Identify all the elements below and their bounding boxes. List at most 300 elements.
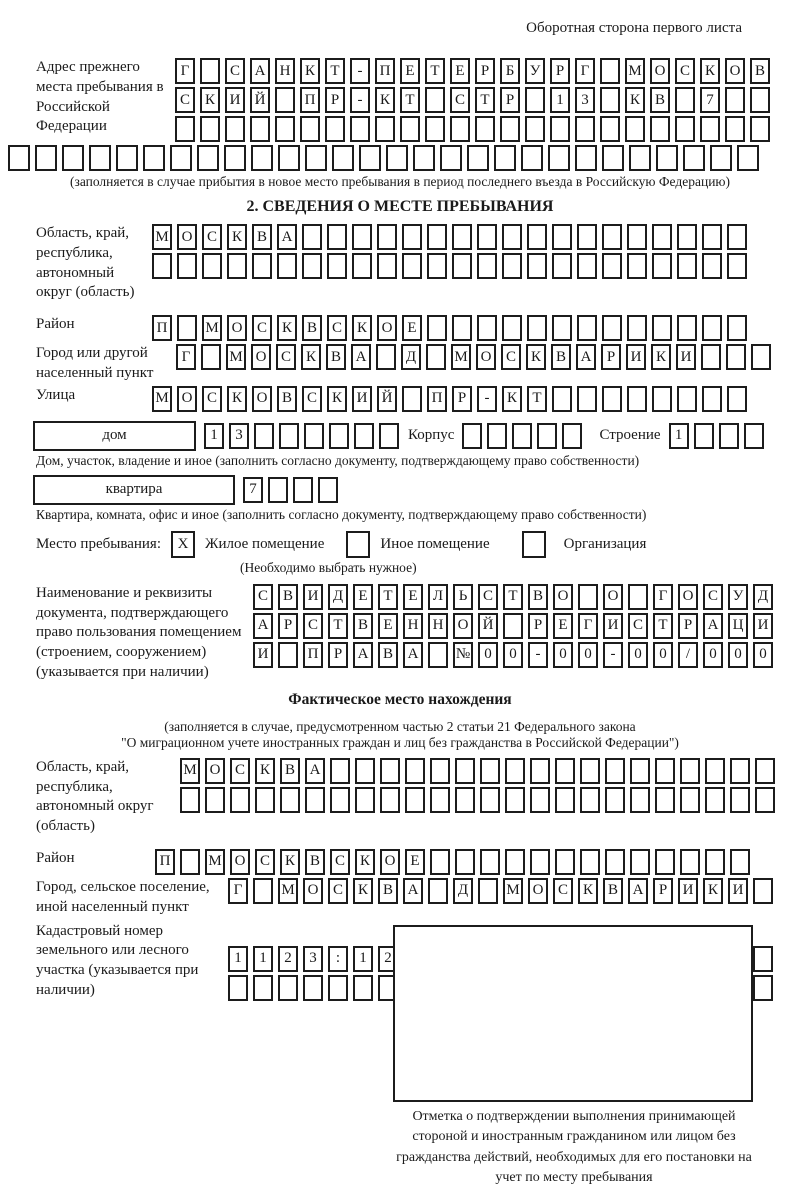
char-cell [35,145,57,171]
char-cell [702,224,722,250]
char-cell [730,849,750,875]
char-cell [455,758,475,784]
char-cell: С [303,613,323,639]
char-cell: С [225,58,245,84]
char-cell: 1 [228,946,248,972]
char-cell: Г [653,584,673,610]
char-cell: В [378,642,398,668]
char-cell [575,116,595,142]
char-cell: : [328,946,348,972]
char-cell: Т [425,58,445,84]
char-cell [225,116,245,142]
char-cell: Т [325,58,345,84]
char-cell: О [678,584,698,610]
char-cell [275,116,295,142]
char-cell [727,253,747,279]
char-cell: В [280,758,300,784]
char-cell [177,253,197,279]
char-cell: С [302,386,322,412]
char-cell [152,253,172,279]
char-cell [629,145,651,171]
option-other-premises-label: Иное помещение [380,535,490,552]
char-cell: С [253,584,273,610]
char-cell [700,116,720,142]
char-cell [750,116,770,142]
checkbox-residential: X [171,531,195,558]
char-cell [477,253,497,279]
char-cell [575,145,597,171]
char-cell [727,224,747,250]
char-cell [405,787,425,813]
char-cell: О [303,878,323,904]
char-cell: / [678,642,698,668]
char-cell [552,386,572,412]
char-cell [303,975,323,1001]
char-cell [430,787,450,813]
doc-rows [253,584,778,671]
fact-city-field [0,878,800,918]
char-cell [702,315,722,341]
char-cell [630,758,650,784]
char-cell [380,787,400,813]
char-cell [562,423,582,449]
char-cell: С [202,224,222,250]
prev-address-row-1 [175,58,775,84]
char-cell: Р [678,613,698,639]
fact-region-rows [180,758,780,816]
char-cell [580,758,600,784]
char-cell: К [227,386,247,412]
char-cell [377,253,397,279]
char-cell: Г [175,58,195,84]
char-cell: Н [403,613,423,639]
char-cell: К [277,315,297,341]
char-cell [677,386,697,412]
char-cell: Й [478,613,498,639]
char-cell: С [255,849,275,875]
char-cell [375,116,395,142]
char-cell [450,116,470,142]
char-cell: Е [402,315,422,341]
char-cell [275,87,295,113]
char-cell [89,145,111,171]
char-cell: Г [228,878,248,904]
char-cell [452,224,472,250]
char-cell [505,849,525,875]
char-cell: А [703,613,723,639]
char-cell: С [703,584,723,610]
char-cell [400,116,420,142]
char-cell: Д [401,344,421,370]
char-cell [477,315,497,341]
char-cell [525,87,545,113]
char-cell: Т [400,87,420,113]
char-cell [480,758,500,784]
fact-region-row-1 [180,758,780,784]
char-cell [655,849,675,875]
char-cell [727,315,747,341]
char-cell: Т [378,584,398,610]
doc-row-1 [253,584,778,610]
fact-district-field [0,849,800,878]
char-cell [440,145,462,171]
region-row-2 [152,253,752,279]
char-cell [652,315,672,341]
char-cell: О [476,344,496,370]
char-cell: С [501,344,521,370]
region-rows [152,224,752,282]
char-cell: С [252,315,272,341]
char-cell: С [328,878,348,904]
char-cell: О [553,584,573,610]
char-cell [175,116,195,142]
char-cell: Р [601,344,621,370]
char-cell [627,224,647,250]
char-cell: В [378,878,398,904]
char-cell [744,423,764,449]
char-cell: Д [328,584,348,610]
char-cell: Т [653,613,673,639]
char-cell: Н [428,613,448,639]
char-cell: О [177,224,197,250]
char-cell [605,849,625,875]
char-cell [302,224,322,250]
char-cell [180,849,200,875]
char-cell [293,477,313,503]
stroenie-label: Строение [599,427,661,444]
district-row [152,315,752,341]
char-cell: 2 [278,946,298,972]
house-cells [204,423,404,449]
char-cell: Г [578,613,598,639]
apartment-cells [243,477,343,503]
char-cell: Г [176,344,196,370]
option-residential-label: Жилое помещение [205,535,325,552]
form-back-page [0,20,800,1200]
char-cell [600,87,620,113]
char-cell: И [753,613,773,639]
street-label: Улица [36,386,76,403]
char-cell [702,386,722,412]
region-label: Область, край, республика, автономный округ (область) [36,225,135,301]
char-cell [251,145,273,171]
char-cell [427,315,447,341]
char-cell: С [553,878,573,904]
char-cell [530,849,550,875]
char-cell [253,975,273,1001]
char-cell [580,787,600,813]
actual-location-title: Фактическое место нахождения [288,690,512,708]
char-cell [705,758,725,784]
char-cell: П [427,386,447,412]
house-caption: Дом, участок, владение и иное (заполнить согласно документу, подтверждающему право собственности) [36,452,640,468]
char-cell: Ц [728,613,748,639]
char-cell: О [205,758,225,784]
char-cell [455,849,475,875]
char-cell: А [628,878,648,904]
char-cell: О [380,849,400,875]
char-cell: И [728,878,748,904]
char-cell [730,758,750,784]
char-cell: У [525,58,545,84]
char-cell: Т [328,613,348,639]
char-cell: № [453,642,473,668]
char-cell: В [353,613,373,639]
char-cell [430,758,450,784]
char-cell: Е [553,613,573,639]
doc-field [0,584,800,683]
char-cell [327,224,347,250]
city-label: Город или другой населенный пункт [36,345,154,381]
char-cell: Т [527,386,547,412]
char-cell [428,878,448,904]
char-cell: М [205,849,225,875]
apartment-row [33,475,800,505]
char-cell [602,224,622,250]
char-cell: 1 [253,946,273,972]
char-cell: С [327,315,347,341]
char-cell [255,787,275,813]
char-cell: И [676,344,696,370]
char-cell [525,116,545,142]
char-cell [329,423,349,449]
char-cell [467,145,489,171]
char-cell [478,878,498,904]
char-cell [521,145,543,171]
char-cell [325,116,345,142]
char-cell [502,315,522,341]
apartment-caption: Квартира, комната, офис и иное (заполнить согласно документу, подтверждающему право собственности) [36,506,647,522]
doc-row-3 [253,642,778,668]
stamp-box [393,925,753,1102]
char-cell [602,145,624,171]
char-cell: К [578,878,598,904]
char-cell [527,253,547,279]
checkbox-other-premises [346,531,370,558]
char-cell: 1 [669,423,689,449]
char-cell: К [280,849,300,875]
char-cell [200,116,220,142]
char-cell [725,116,745,142]
char-cell [650,116,670,142]
char-cell: 7 [700,87,720,113]
char-cell: И [225,87,245,113]
char-cell: 0 [478,642,498,668]
char-cell: М [503,878,523,904]
char-cell [555,758,575,784]
stay-type-row [0,531,800,558]
char-cell [730,787,750,813]
char-cell: 1 [353,946,373,972]
char-cell: - [350,58,370,84]
actual-location-caption-2: "О миграционном учете иностранных граждан и лиц без гражданства в Российской Федерации") [121,734,679,750]
char-cell [677,315,697,341]
char-cell: В [305,849,325,875]
char-cell [278,975,298,1001]
char-cell [230,787,250,813]
char-cell [278,145,300,171]
char-cell: 3 [575,87,595,113]
char-cell: И [352,386,372,412]
char-cell [605,758,625,784]
char-cell [180,787,200,813]
char-cell: 0 [653,642,673,668]
char-cell: М [152,386,172,412]
char-cell: 0 [703,642,723,668]
char-cell [680,849,700,875]
char-cell [353,975,373,1001]
char-cell: К [625,87,645,113]
char-cell: 0 [553,642,573,668]
char-cell: 0 [728,642,748,668]
char-cell [600,116,620,142]
char-cell [477,224,497,250]
char-cell [332,145,354,171]
char-cell: Е [378,613,398,639]
char-cell: К [700,58,720,84]
char-cell: Р [550,58,570,84]
char-cell: 0 [753,642,773,668]
char-cell [753,946,773,972]
char-cell [683,145,705,171]
stamp-caption: Отметка о подтверждении выполнения принимающей стороной и иностранным гражданином или лицом без гражданства действий, необходимых для его постановки на учет по месту пребывания [396,1109,752,1185]
char-cell: М [451,344,471,370]
char-cell [377,224,397,250]
char-cell [755,787,775,813]
char-cell: С [230,758,250,784]
char-cell: Р [528,613,548,639]
section2-title: 2. СВЕДЕНИЯ О МЕСТЕ ПРЕБЫВАНИЯ [246,198,554,215]
char-cell [605,787,625,813]
char-cell: С [330,849,350,875]
char-cell [355,787,375,813]
char-cell [701,344,721,370]
char-cell [627,386,647,412]
char-cell: О [725,58,745,84]
char-cell [630,787,650,813]
prev-address-row-3 [175,116,775,142]
char-cell [62,145,84,171]
fact-region-label: Область, край, республика, автономный округ (область) [36,758,154,835]
street-row [152,386,752,412]
char-cell [537,423,557,449]
char-cell [694,423,714,449]
char-cell [197,145,219,171]
char-cell: С [175,87,195,113]
char-cell [505,758,525,784]
char-cell [753,878,773,904]
char-cell [630,849,650,875]
header-note: Оборотная сторона первого листа [526,20,742,36]
char-cell [502,224,522,250]
char-cell: В [277,386,297,412]
fact-city-row [228,878,778,904]
char-cell: К [502,386,522,412]
char-cell [577,224,597,250]
char-cell: У [728,584,748,610]
char-cell: Д [753,584,773,610]
char-cell [602,386,622,412]
char-cell [402,224,422,250]
char-cell [555,849,575,875]
char-cell [530,787,550,813]
char-cell [512,423,532,449]
char-cell [753,975,773,1001]
char-cell [201,344,221,370]
char-cell: Р [325,87,345,113]
char-cell [726,344,746,370]
city-row [176,344,776,370]
char-cell [278,642,298,668]
char-cell [455,787,475,813]
char-cell: И [626,344,646,370]
char-cell [379,423,399,449]
char-cell: Е [405,849,425,875]
char-cell [427,253,447,279]
char-cell [500,116,520,142]
prev-address-row-4 [8,145,800,171]
char-cell: М [625,58,645,84]
char-cell [402,253,422,279]
region-row-1 [152,224,752,250]
char-cell [405,758,425,784]
char-cell: С [478,584,498,610]
char-cell: К [301,344,321,370]
char-cell [530,758,550,784]
char-cell [737,145,759,171]
char-cell [725,87,745,113]
char-cell: И [303,584,323,610]
char-cell [304,423,324,449]
checkbox-organization [522,531,546,558]
char-cell [625,116,645,142]
char-cell: Й [377,386,397,412]
char-cell: С [202,386,222,412]
char-cell: П [303,642,323,668]
char-cell [710,145,732,171]
char-cell: В [326,344,346,370]
char-cell [548,145,570,171]
char-cell [426,344,446,370]
char-cell [680,787,700,813]
char-cell [503,613,523,639]
char-cell [487,423,507,449]
char-cell: - [350,87,370,113]
char-cell: О [251,344,271,370]
char-cell: Й [250,87,270,113]
fact-district-row [155,849,755,875]
char-cell: О [528,878,548,904]
char-cell: М [226,344,246,370]
char-cell: И [678,878,698,904]
char-cell [494,145,516,171]
char-cell: А [403,878,423,904]
char-cell: 0 [628,642,648,668]
char-cell [318,477,338,503]
char-cell [205,787,225,813]
char-cell: К [651,344,671,370]
char-cell: П [300,87,320,113]
char-cell: О [453,613,473,639]
char-cell: С [675,58,695,84]
char-cell [280,787,300,813]
char-cell: 0 [578,642,598,668]
char-cell [550,116,570,142]
char-cell: Б [500,58,520,84]
doc-label: Наименование и реквизиты документа, подтверждающего право пользования помещением (строением, сооружением) (указывается при наличии) [36,584,242,680]
stay-type-note: (Необходимо выбрать нужное) [240,559,417,575]
district-field [0,315,800,344]
